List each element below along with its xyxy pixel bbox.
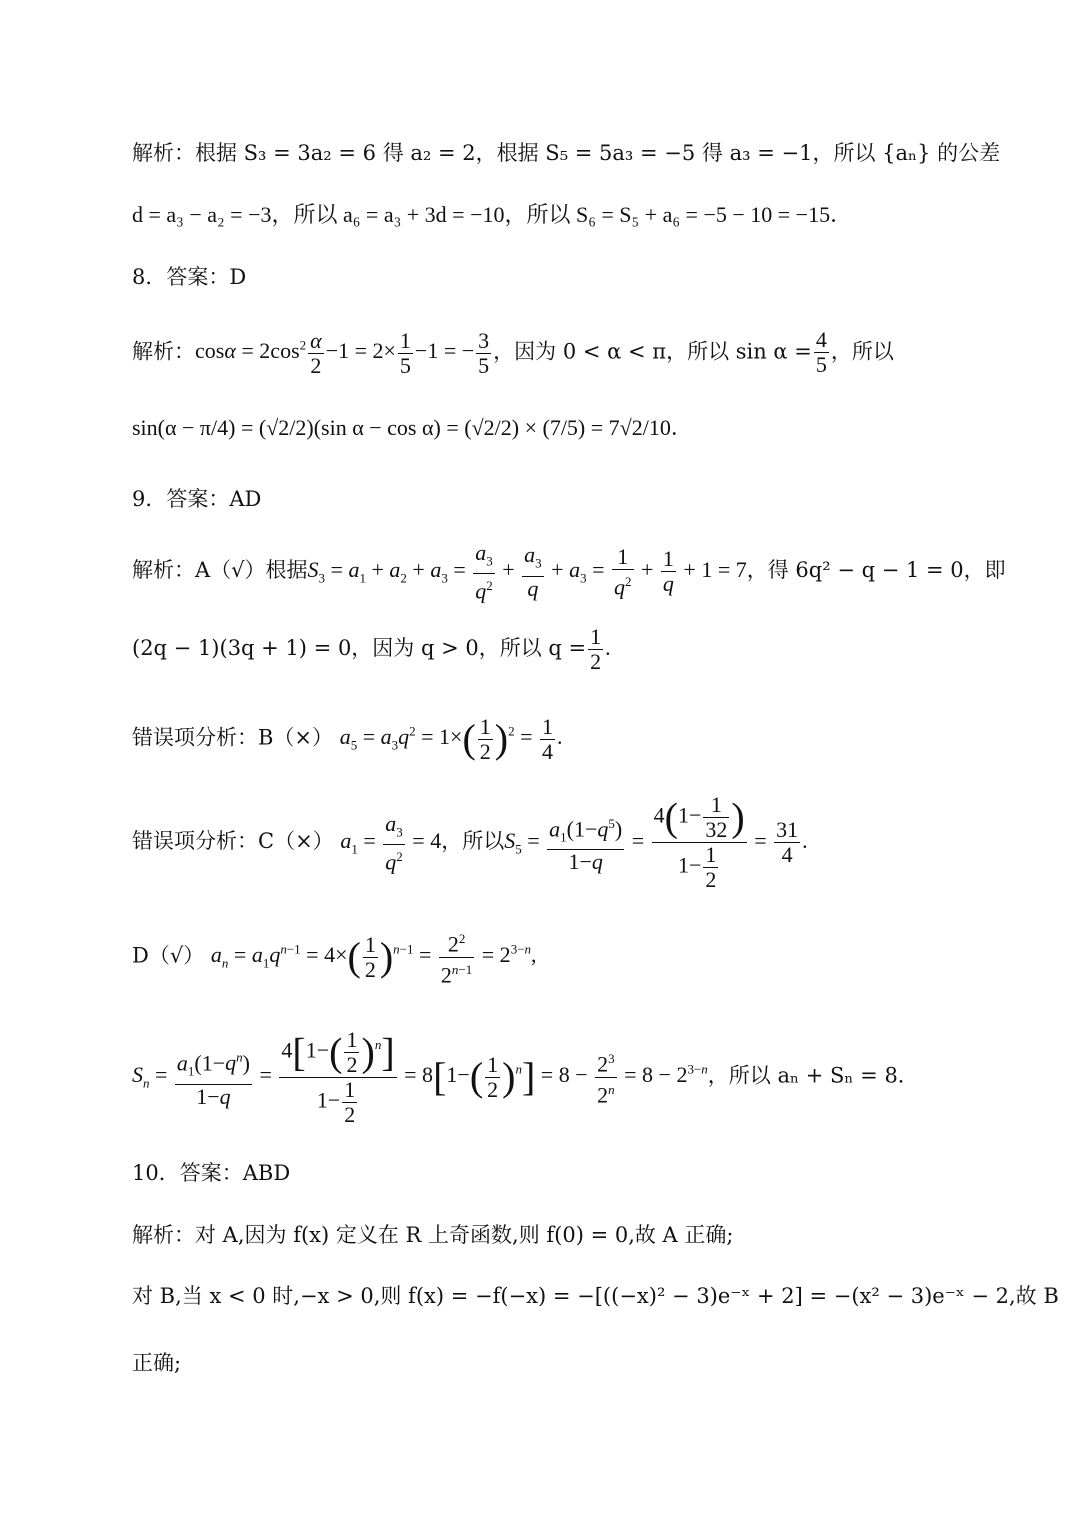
solution-10-b — [132, 1276, 1059, 1316]
solution-9-line-2: (2q − 1)(3q + 1) = 0，因为 q > 0，所以 q = $\frac{1}{2}$ . — [132, 624, 611, 674]
text-l4-suffix: ，所以 — [830, 339, 894, 364]
eq-sn: $S_n$ = $\frac{a_1(1-q^n)}{1-q}$ = 4[1−( $\frac{1}{2}$ )$^n$] 1− $\frac{1}{2}$ = 8[1−( $\frac{1}{2}$ )$^n$] = 8 − $\frac{2^3}{2^n}$ = $8 - 2^{3-n}$ — [132, 1026, 708, 1127]
text-l16: 正确; — [132, 1351, 182, 1375]
solution-10-a — [132, 1220, 962, 1250]
text-l4-mid: ，因为 0 < α < π，所以 sin α = — [493, 339, 812, 364]
text-l14: 解析：对 A,因为 f(x) 定义在 R 上奇函数,则 f(0) = 0,故 A 正确; — [132, 1223, 734, 1247]
eq-a5: $a_5 = a_3q^2 = 1\times$( $\frac{1}{2}$ )$^2$ = $\frac{1}{4}$ . — [339, 713, 563, 764]
eq-a1: $a_1$ = $\frac{a_3}{q^2}$ = 4 — [340, 810, 442, 875]
solution-10-b-cont — [132, 1348, 962, 1378]
solution-line-2 — [132, 200, 962, 230]
eq-cos-alpha: $\cos\alpha = 2\cos^2$ $\frac{\alpha}{2}$ −1 = 2× $\frac{1}{5}$ −1 = − $\frac{3}{5}$ — [195, 327, 490, 378]
answer-10 — [132, 1158, 962, 1188]
solution-8-line-2 — [132, 398, 962, 458]
text-l9-prefix: 错误项分析：B（×） — [132, 725, 334, 750]
text-l10-mid: ，所以 — [441, 829, 505, 853]
text-l12-suffix: ，所以 aₙ + Sₙ = 8． — [707, 1063, 919, 1088]
text-l8: (2q − 1)(3q + 1) = 0，因为 q > 0，所以 q = — [132, 636, 587, 660]
solution-9-line-1 — [132, 539, 1006, 604]
frac-4-5: $\frac{4}{5}$ — [815, 327, 827, 378]
text-l4-prefix: 解析： — [132, 339, 195, 364]
text-l15: 对 B,当 x < 0 时,−x > 0,则 f(x) = −f(−x) = −[((−x)² − 3)e⁻ˣ + 2] = −(x² − 3)e⁻ˣ − 2,故 B — [132, 1284, 1059, 1308]
answer-9 — [132, 484, 962, 514]
answer-8 — [132, 262, 962, 292]
text-l13: 10．答案：ABD — [132, 1161, 291, 1185]
text-l10-prefix: 错误项分析：C（×） — [132, 829, 334, 853]
analysis-d — [132, 918, 962, 988]
text-l7-suffix: ，得 6q² − q − 1 = 0，即 — [746, 558, 1006, 582]
eq-s5: $S_5$ = $\frac{a_1(1-q^5)}{1-q}$ = 4(1− $\frac{1}{32}$ ) 1− $\frac{1}{2}$ = $\frac{31}{4}$ . — [504, 792, 808, 893]
error-analysis-b — [132, 702, 962, 762]
text-l1: 解析：根据 S₃ = 3a₂ = 6 得 a₂ = 2，根据 S₅ = 5a₃ = −5 得 a₃ = −1，所以 {aₙ} 的公差 — [132, 141, 1001, 165]
solution-line-1 — [132, 138, 1001, 168]
solution-8-line-1 — [132, 318, 962, 378]
frac-1-2: $\frac{1}{2}$ — [590, 624, 602, 674]
error-analysis-c — [132, 786, 962, 896]
eq-an: $a_n = a_1q^{n-1} = 4\times$( $\frac{1}{2}$ )$^{n-1}$ = $\frac{2^2}{2^{n-1}}$ = $2^{3-n}$, — [211, 942, 537, 967]
text-l5: sin(α − π/4) = (√2/2)(sin α − cos α) = (√2/2) × (7/5) = 7√2/10． — [132, 415, 693, 440]
analysis-d-sum — [132, 1012, 962, 1128]
text-l3: 8．答案：D — [132, 265, 247, 289]
text-l7-prefix: 解析：A（√）根据 — [132, 558, 308, 582]
eq-s3: $S_3 = a_1 + a_2 + a_3$ = $\frac{a_3}{q^2}$ + $\frac{a_3}{q}$ + $a_3$ = $\frac{1}{q^2}$ + $\frac{1}{q}$ + 1 = 7 — [307, 539, 747, 604]
text-l11-prefix: D（√） — [132, 943, 205, 968]
text-l2: d = a₃ − a₂ = −3，所以 a₆ = a₃ + 3d = −10，所以 S₆ = S₅ + a₆ = −5 − 10 = −15． — [132, 202, 853, 227]
text-l6: 9．答案：AD — [132, 487, 262, 511]
